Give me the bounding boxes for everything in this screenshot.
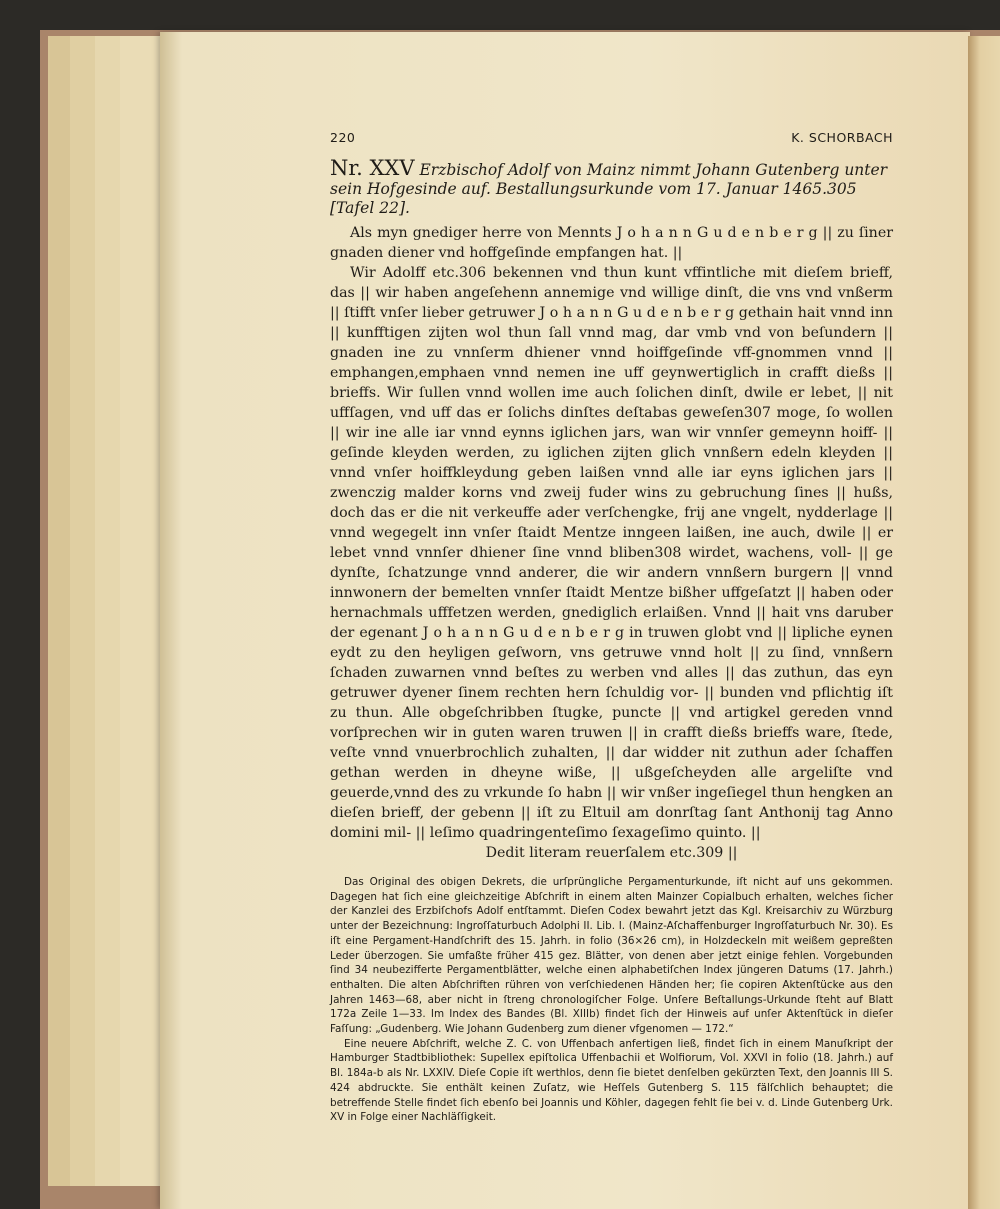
body-paragraph: Wir Adolff etc.306 bekennen vnd thun kunt vffintliche mit dieſem brieff, das || wir haben angeſehenn annemige vnd willige dinſt, die vns vnd vnßerm || ſtifft vnſer lieber getruwer J o h a n n G u d e n b e r g gethain hait vnnd inn || kunfftigen zijten wol thun ſall vnnd mag, dar vmb vnd von beſundern || gnaden ine zu vnnſerm dhiener vnnd hoiffgeſinde vff-gnommen vnnd || emphangen,emphaen vnnd nemen ine uff geynwertiglich in crafft dießs || brieffs. Wir ſullen vnnd wollen ime auch ſolichen dinſt, dwile er lebet, || nit uffſagen, vnd uff das er ſolichs dinſtes deſtabas geweſen307 moge, ſo wollen || wir ine alle iar vnnd eynns iglichen jars, wan wir vnnſer gemeynn hoiff- || geſinde kleyden werden, zu iglichen zijten glich vnnßern edeln kleyden || vnnd vnſer hoiffkleydung geben laißen vnnd alle iar eyns iglichen jars || zwenczig malder korns vnd zweij fuder wins zu gebruchung ſines || hußs, doch das er die nit verkeuffe ader verſchengke, frij ane vngelt, nydderlage || vnnd wegegelt inn vnſer ſtaidt Mentze inngeen laißen, ine auch, dwile || er lebet vnnd vnnſer dhiener ſine vnnd bliben308 wirdet, wachens, voll- || ge dynſte, ſchatzunge vnnd anderer, die wir andern vnnßern burgern || vnnd innwonern der bemelten vnnſer ſtaidt Mentze bißher uffgeſatzt || haben oder hernachmals ufffetzen werden, gnediglich erlaißen. Vnnd || hait vns daruber der egenant J o h a n n G u d e n b e r g in truwen globt vnd || lipliche eynen eydt zu den heyligen geſworn, vns getruwe vnnd holt || zu ſind, vnnßern ſchaden zuwarnen vnnd beſtes zu werben vnd alles || das zuthun, das eyn getruwer dyener ſinem rechten hern ſchuldig vor- || bunden vnd pflichtig iſt zu thun. Alle obgeſchribben ſtugke, puncte || vnd artigkel gereden vnnd vorſprechen wir in guten waren truwen || in crafft dießs brieffs ware, ſtede, veſte vnnd vnuerbrochlich zuhalten, || dar widder nit zuthun ader ſchaffen gethan werden in dheyne wiße, || ußgeſcheyden alle argeliſte vnd geuerde,vnnd des zu vrkunde ſo habn || wir vnßer ingeſiegel thun hengken an dieſen brieff, der gebenn || iſt zu Eltuil am donrſtag ſant Anthonij tag Anno domini mil- || leſimo quadringenteſimo ſexageſimo quinto. ||	[330, 265, 893, 841]
running-head	[330, 130, 893, 145]
body-paragraph: Als myn gnediger herre von Mennts J o h a n n G u d e n b e r g || zu ſiner gnaden diener vnd hoffgeſinde empfangen hat. ||	[330, 225, 893, 261]
document-title: Erzbischof Adolf von Mainz nimmt Johann Gutenberg unter sein Hofgesinde auf. Bestallungsurkunde vom 17. Januar 1465.305	[330, 161, 888, 198]
body-closing-line: Dedit literam reuerſalem etc.309 ||	[485, 845, 738, 861]
footnotes	[330, 875, 893, 1125]
plate-reference: [Tafel 22].	[330, 199, 410, 217]
running-author: K. SCHORBACH	[791, 130, 893, 145]
note-paragraph: Eine neuere Abſchrift, welche Z. C. von Uffenbach anfertigen ließ, findet ſich in einem Manuſkript der Hamburger Stadtbibliothek: Supellex epiſtolica Uffenbachii et Wolfiorum, Vol. XXVI in folio (18. Jahrh.) auf Bl. 184a-b als Nr. LXXIV. Dieſe Copie iſt werthlos, denn ſie bietet denſelben gekürzten Text, den Joannis III S. 424 abdruckte. Sie enthält keinen Zuſatz, wie Heſſels Gutenberg S. 115 fälſchlich behauptet; die betreffende Stelle findet ſich ebenſo bei Joannis und Köhler, dagegen fehlt ſie bei v. d. Linde Gutenberg Urk. XV in Folge einer Nachläſſigkeit.	[330, 1037, 893, 1124]
page-number: 220	[330, 130, 356, 145]
note-paragraph: Das Original des obigen Dekrets, die urſprüngliche Pergamenturkunde, iſt nicht auf uns gekommen. Dagegen hat ſich eine gleichzeitige Abſchrift in einem alten Mainzer Copialbuch erhalten, welches ſicher der Kanzlei des Erzbiſchofs Adolf entſtammt. Dieſen Codex bewahrt jetzt das Kgl. Kreisarchiv zu Würzburg unter der Bezeichnung: Ingroſſaturbuch Adolphi II. Lib. I. (Mainz-Aſchaffenburger Ingroſſaturbuch Nr. 30). Es iſt eine Pergament-Handſchrift des 15. Jahrh. in folio (36×26 cm), in Holzdeckeln mit weißem gepreßten Leder überzogen. Sie umfaßte früher 415 gez. Blätter, von denen aber jetzt einige fehlen. Vorgebunden ſind 34 neubezifferte Pergamentblätter, welche einen alphabetiſchen Index jüngeren Datums (17. Jahrh.) enthalten. Die alten Abſchriften rühren von verſchiedenen Händen her; ſie copiren Aktenſtücke aus den Jahren 1463—68, aber nicht in ſtreng chronologiſcher Folge. Unſere Beſtallungs-Urkunde ſteht auf Blatt 172a Zeile 1—33. Im Index des Bandes (Bl. XIIIb) findet ſich der Hinweis auf unſer Aktenſtück in dieſer Faſſung: „Gudenberg. Wie Johann Gudenberg zum diener vfgenomen — 172.“	[330, 876, 893, 1036]
document-number: Nr. XXV	[330, 156, 415, 180]
page-text	[330, 130, 893, 1125]
document-heading	[330, 156, 893, 218]
document-body	[330, 223, 893, 863]
facing-page-edge	[968, 36, 1000, 1209]
